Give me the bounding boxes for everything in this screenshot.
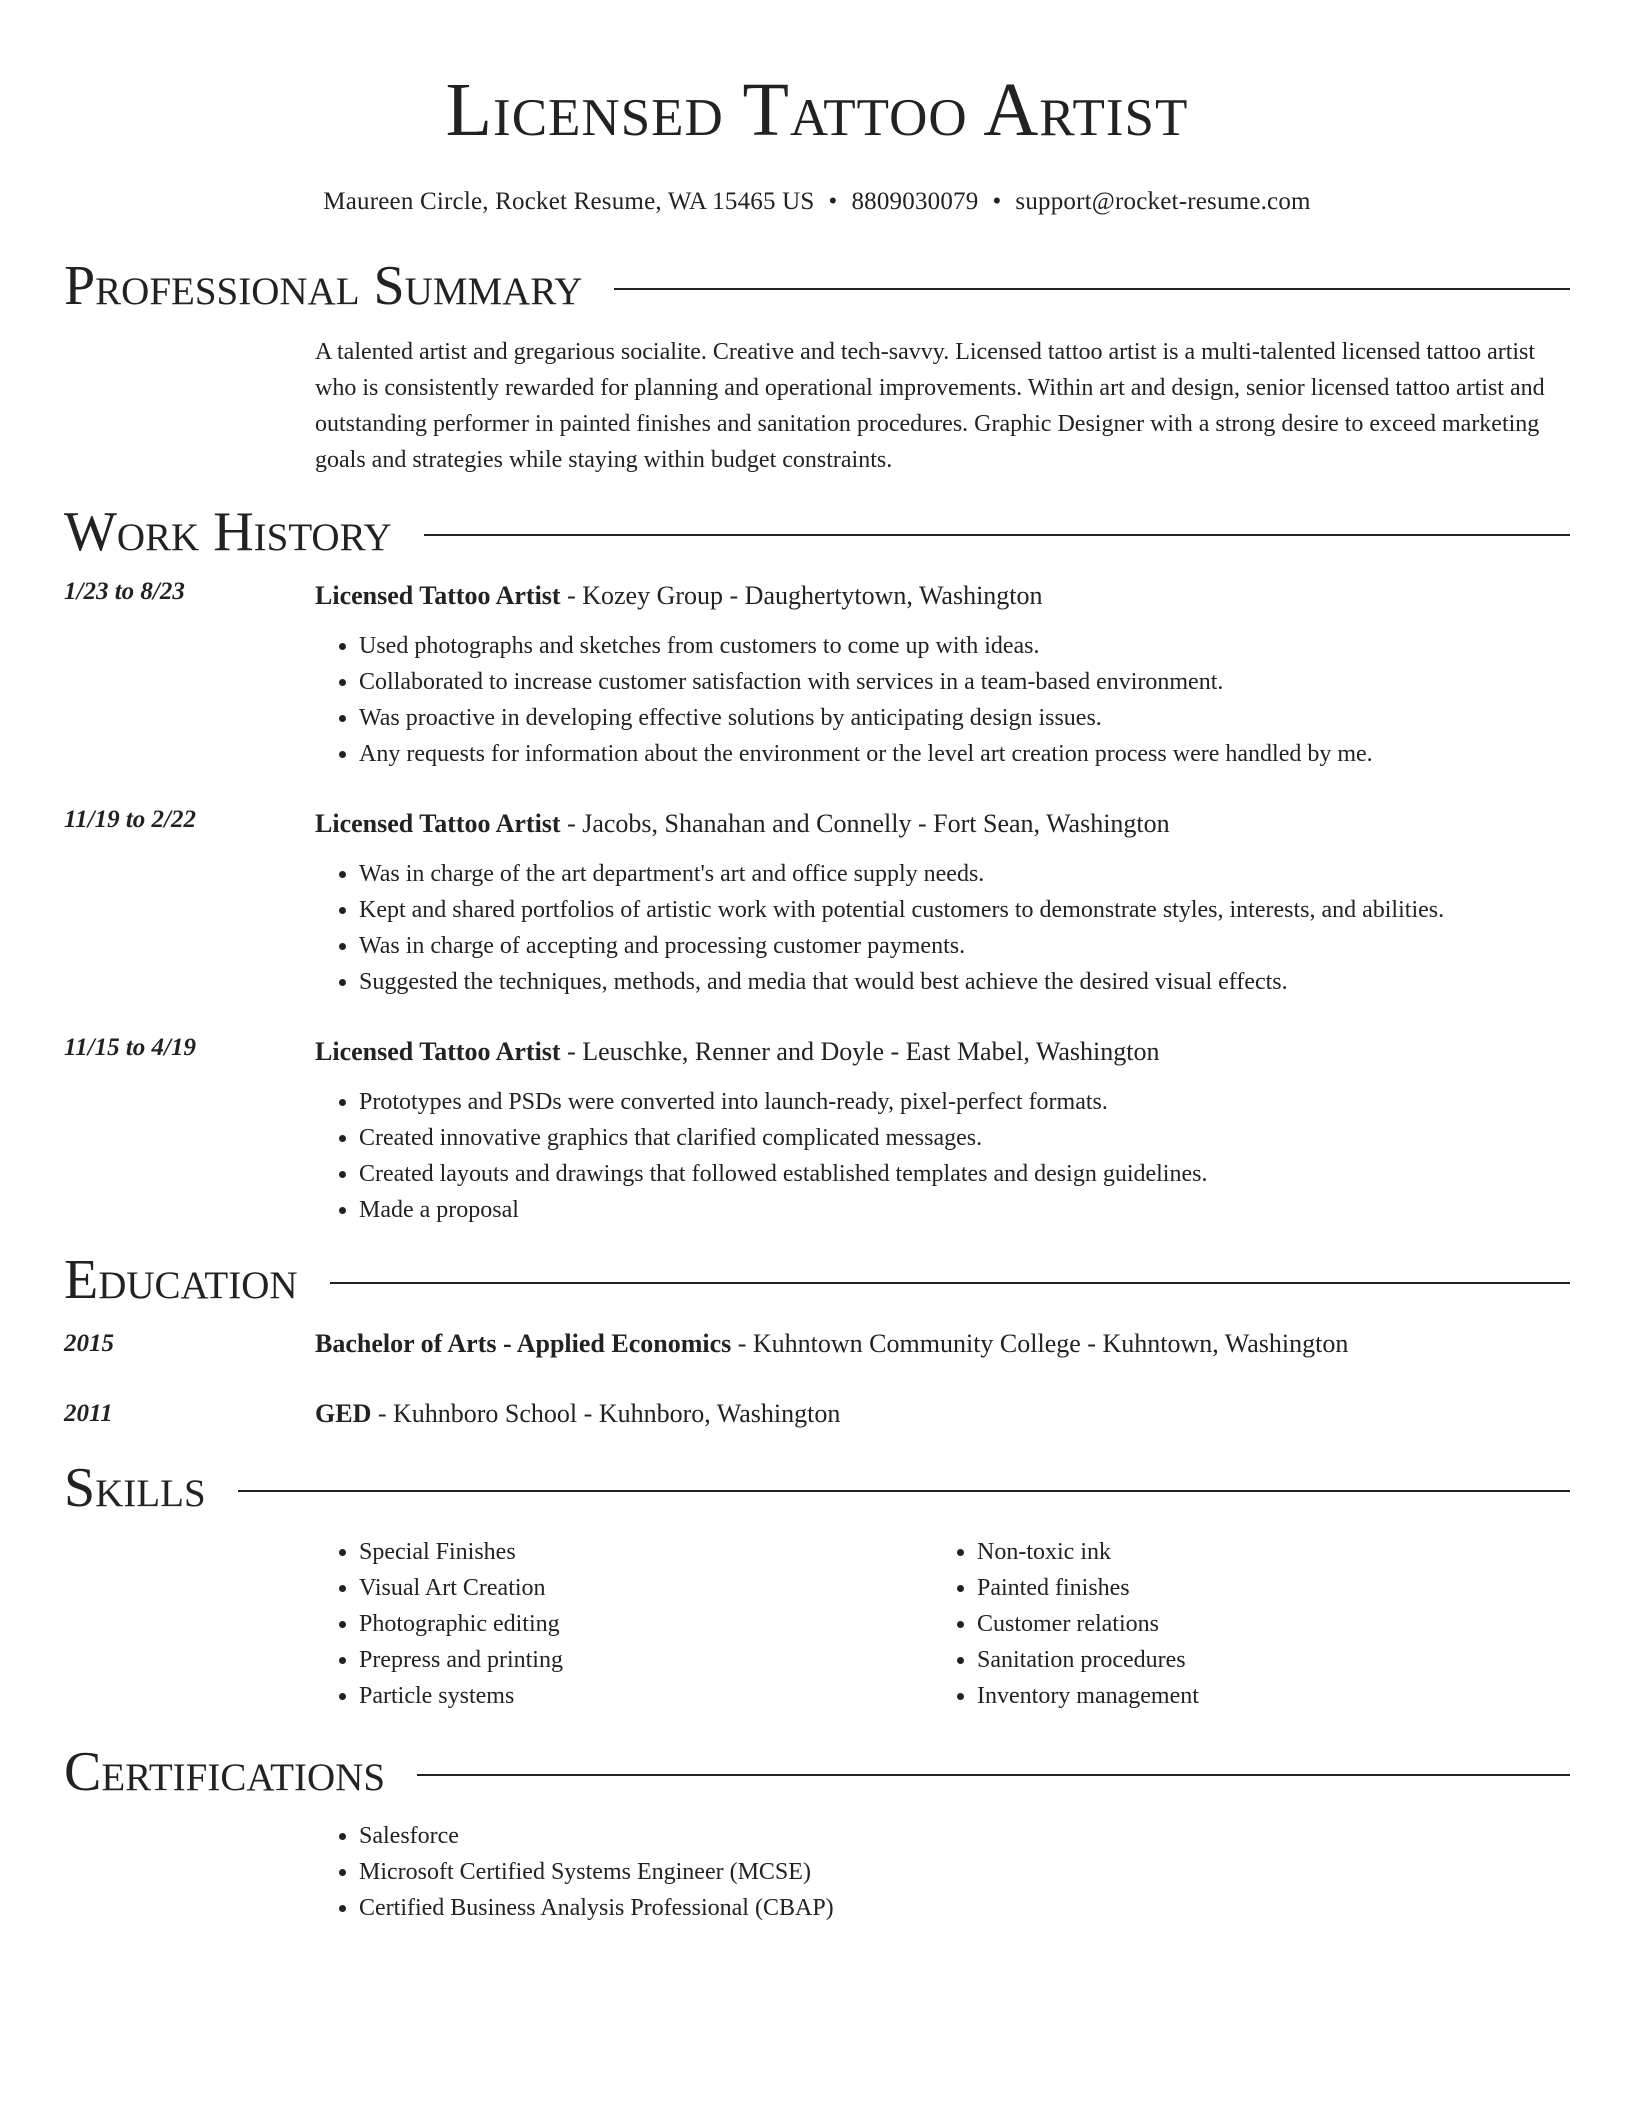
contact-separator: •: [992, 188, 1002, 215]
education-heading: Education: [64, 1249, 298, 1311]
education-section-header: [64, 1249, 1570, 1311]
work-heading: Work History: [64, 501, 392, 563]
certifications-heading: Certifications: [64, 1741, 386, 1803]
job-entry: [64, 578, 1570, 772]
job-employer: - Leuschke, Renner and Doyle - East Mabel, Washington: [560, 1037, 1160, 1066]
job-dates: 11/19 to 2/22: [64, 806, 196, 833]
skill-item: • Particle systems: [359, 1678, 933, 1714]
work-section-header: [64, 501, 1570, 563]
job-title-line: [315, 1034, 1570, 1070]
skills-row: [64, 1516, 1570, 1714]
certification-list: [315, 1818, 1570, 1926]
section-divider: [614, 288, 1570, 290]
job-bullets: [315, 628, 1570, 772]
education-year: 2015: [64, 1330, 114, 1357]
job-title-line: [315, 578, 1570, 614]
skill-item: • Inventory management: [977, 1678, 1551, 1714]
job-bullet: • Kept and shared portfolios of artistic work with potential customers to demonstrate styles, interests, and abilities.: [359, 892, 1570, 928]
summary-heading: Professional Summary: [64, 255, 583, 317]
job-list: [64, 578, 1570, 1228]
job-bullet: • Made a proposal: [359, 1192, 1570, 1228]
education-degree: Bachelor of Arts - Applied Economics: [315, 1329, 732, 1358]
contact-phone: 8809030079: [851, 188, 979, 215]
job-title: Licensed Tattoo Artist: [315, 1037, 561, 1066]
contact-address: Maureen Circle, Rocket Resume, WA 15465 US: [323, 188, 815, 215]
skill-item: • Customer relations: [977, 1606, 1551, 1642]
section-divider: [417, 1774, 1570, 1776]
skill-item: • Special Finishes: [359, 1534, 933, 1570]
skill-item: • Photographic editing: [359, 1606, 933, 1642]
job-bullet: • Any requests for information about the environment or the level art creation process were handled by me.: [359, 736, 1570, 772]
contact-separator: •: [828, 188, 838, 215]
skill-item: • Prepress and printing: [359, 1642, 933, 1678]
skill-item: • Painted finishes: [977, 1570, 1551, 1606]
job-title: Licensed Tattoo Artist: [315, 581, 561, 610]
summary-section-header: [64, 255, 1570, 317]
job-bullet: • Prototypes and PSDs were converted into launch-ready, pixel-perfect formats.: [359, 1084, 1570, 1120]
section-divider: [424, 534, 1570, 536]
job-employer: - Jacobs, Shanahan and Connelly - Fort Sean, Washington: [560, 809, 1170, 838]
job-bullet: • Suggested the techniques, methods, and media that would best achieve the desired visual effects.: [359, 964, 1570, 1000]
job-dates: 11/15 to 4/19: [64, 1034, 196, 1061]
contact-line: [64, 188, 1570, 216]
job-entry: [64, 1034, 1570, 1228]
job-employer: - Kozey Group - Daughertytown, Washington: [560, 581, 1043, 610]
education-degree: GED: [315, 1399, 372, 1428]
job-bullets: [315, 1084, 1570, 1228]
summary-text: A talented artist and gregarious socialite. Creative and tech-savvy. Licensed tattoo artist is a multi-talented licensed tattoo artist who is consistently rewarded for planning and operational improvements. Within art and design, senior licensed tattoo artist and outstanding performer in painted finishes and sanitation procedures. Graphic Designer with a strong desire to exceed marketing goals and strategies while staying within budget constraints.: [315, 339, 1545, 473]
education-year: 2011: [64, 1400, 113, 1427]
job-bullet: • Used photographs and sketches from customers to come up with ideas.: [359, 628, 1570, 664]
job-title-line: [315, 806, 1570, 842]
job-bullet: • Created innovative graphics that clarified complicated messages.: [359, 1120, 1570, 1156]
skills-section-header: [64, 1457, 1570, 1519]
section-divider: [330, 1282, 1570, 1284]
education-school: - Kuhntown Community College - Kuhntown, Washington: [731, 1329, 1349, 1358]
education-entry: [64, 1396, 1570, 1432]
job-bullets: [315, 856, 1570, 1000]
skills-right-column: [933, 1534, 1551, 1714]
section-divider: [238, 1490, 1570, 1492]
certification-item: • Salesforce: [359, 1818, 1570, 1854]
summary-row: [64, 334, 1570, 478]
job-dates: 1/23 to 8/23: [64, 578, 185, 605]
job-bullet: • Was in charge of accepting and processing customer payments.: [359, 928, 1570, 964]
education-entry: [64, 1326, 1570, 1362]
education-school: - Kuhnboro School - Kuhnboro, Washington: [371, 1399, 841, 1428]
skills-left-column: [315, 1534, 933, 1714]
job-bullet: • Collaborated to increase customer satisfaction with services in a team-based environment.: [359, 664, 1570, 700]
job-bullet: • Was in charge of the art department's art and office supply needs.: [359, 856, 1570, 892]
contact-email: support@rocket-resume.com: [1015, 188, 1311, 215]
job-bullet: • Was proactive in developing effective solutions by anticipating design issues.: [359, 700, 1570, 736]
skill-item: • Visual Art Creation: [359, 1570, 933, 1606]
job-title: Licensed Tattoo Artist: [315, 809, 561, 838]
job-entry: [64, 806, 1570, 1000]
certifications-section-header: [64, 1741, 1570, 1803]
skills-columns: [315, 1534, 1551, 1714]
skill-item: • Sanitation procedures: [977, 1642, 1551, 1678]
job-bullet: • Created layouts and drawings that followed established templates and design guidelines.: [359, 1156, 1570, 1192]
certification-item: • Microsoft Certified Systems Engineer (MCSE): [359, 1854, 1570, 1890]
certification-item: • Certified Business Analysis Professional (CBAP): [359, 1890, 1570, 1926]
skill-item: • Non-toxic ink: [977, 1534, 1551, 1570]
certifications-row: [64, 1800, 1570, 1926]
skills-heading: Skills: [64, 1457, 206, 1519]
candidate-name: Licensed Tattoo Artist: [445, 68, 1189, 152]
